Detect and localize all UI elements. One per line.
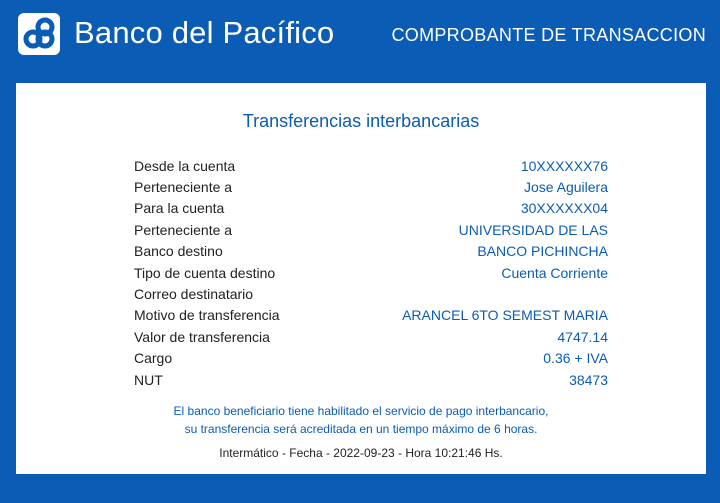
document-title: COMPROBANTE DE TRANSACCION <box>391 25 706 45</box>
bank-logo-icon <box>18 13 60 55</box>
detail-value: 30XXXXXX04 <box>520 200 608 217</box>
detail-value: ARANCEL 6TO SEMEST MARIA <box>402 307 608 324</box>
detail-row-destination-owner <box>134 219 608 240</box>
detail-label: Perteneciente a <box>134 179 233 196</box>
notice-line: El banco beneficiario tiene habilitado el servicio de pago interbancario, <box>173 404 549 418</box>
detail-value: 10XXXXXX76 <box>520 157 608 174</box>
detail-label: Motivo de transferencia <box>134 307 280 324</box>
detail-value: Cuenta Corriente <box>501 264 608 281</box>
detail-row-source-owner <box>134 176 608 197</box>
bank-name: Banco del Pacífico <box>74 15 335 50</box>
detail-label: Para la cuenta <box>134 200 225 217</box>
detail-label: Desde la cuenta <box>134 157 236 174</box>
detail-value: BANCO PICHINCHA <box>477 243 608 260</box>
detail-value: 4747.14 <box>557 328 608 345</box>
detail-label: NUT <box>134 371 163 388</box>
detail-row-recipient-email <box>134 283 608 304</box>
detail-row-charge <box>134 348 608 369</box>
receipt-details <box>134 155 608 390</box>
detail-row-transfer-amount <box>134 326 608 347</box>
detail-label: Valor de transferencia <box>134 328 270 345</box>
interbank-notice <box>16 402 706 438</box>
detail-row-account-type <box>134 262 608 283</box>
detail-value: Jose Aguilera <box>523 179 608 196</box>
detail-row-destination-account <box>134 198 608 219</box>
detail-label: Banco destino <box>134 243 223 260</box>
detail-label: Perteneciente a <box>134 221 233 238</box>
detail-row-destination-bank <box>134 241 608 262</box>
receipt-card <box>16 83 706 474</box>
detail-row-source-account <box>134 155 608 176</box>
transaction-timestamp: Intermático - Fecha - 2022-09-23 - Hora 10:21:46 Hs. <box>219 446 503 460</box>
header <box>0 0 720 82</box>
receipt-title: Transferencias interbancarias <box>242 111 480 131</box>
detail-value: UNIVERSIDAD DE LAS <box>458 221 608 238</box>
notice-line: su transferencia será acreditada en un tiempo máximo de 6 horas. <box>184 422 538 436</box>
detail-label: Correo destinatario <box>134 286 254 303</box>
detail-value: 0.36 + IVA <box>543 350 608 367</box>
detail-label: Tipo de cuenta destino <box>134 264 276 281</box>
detail-label: Cargo <box>134 350 173 367</box>
detail-row-transfer-reason <box>134 305 608 326</box>
detail-value: 38473 <box>569 371 608 388</box>
detail-row-nut <box>134 369 608 390</box>
